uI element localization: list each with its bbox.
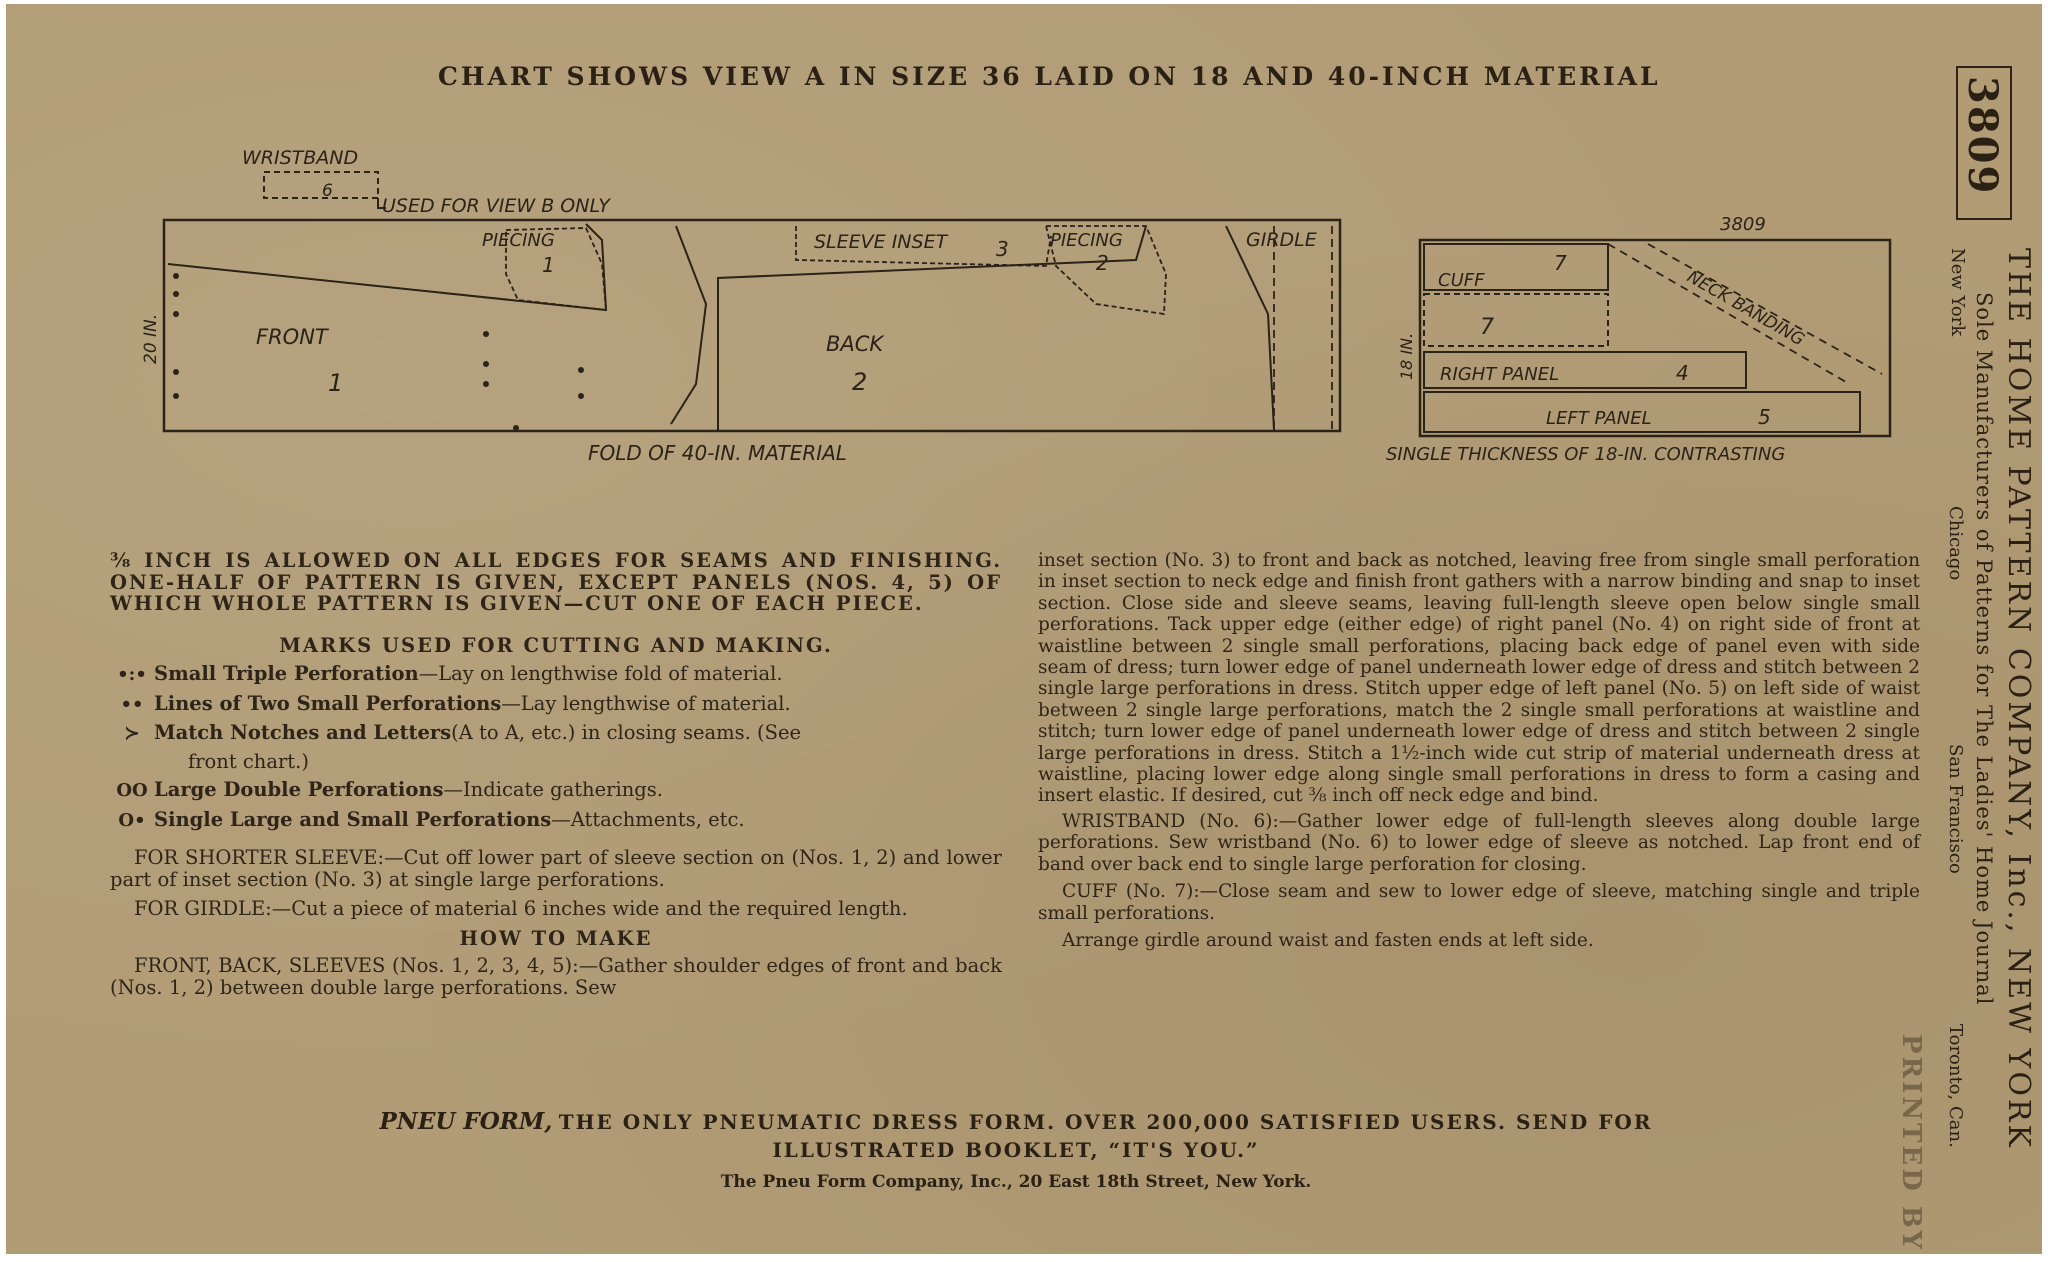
wristband-text: WRISTBAND (No. 6):—Gather lower edge of full-length sleeves along double large perforations. Sew wristband (No. 6) to lower edge of sleeve as notched. Lap front end of band over back end to single large perforation for closing. <box>1038 810 1920 875</box>
right-panel-number: 4 <box>1676 361 1689 385</box>
city-new-york: New York <box>1947 248 1968 337</box>
allowance-text: ⅜ INCH IS ALLOWED ON ALL EDGES FOR SEAMS AND FINISHING. ONE-HALF OF PATTERN IS GIVEN, EXCEPT PANELS (NOS. 4, 5) OF WHICH WHOLE PATTERN IS GIVEN—CUT ONE OF EACH PIECE. <box>110 549 1002 615</box>
city-chicago: Chicago <box>1945 506 1966 581</box>
printed-by-stamp: PRINTED BY <box>1896 1034 1926 1252</box>
continued-text: inset section (No. 3) to front and back as notched, leaving free from single small perforation in inset section to neck edge and finish front gathers with a narrow binding and snap to inset section. Close side and sleeve seams, leaving full-length sleeve open below single small perforations. Tack upper edge (either edge) of right panel (No. 4) on right side of front at waistline between 2 single small perforations, placing back edge of panel even with side seam of dress; turn lower edge of panel underneath lower edge of dress and stitch between 2 single large perforations in dress. Stitch upper edge of left panel (No. 5) on left side of waist between 2 single large perforations, match the 2 single small perforations at waistline and stitch; turn lower edge of panel underneath lower edge of dress and stitch between 2 single large perforations in dress. Stitch a 1½-inch wide cut strip of material underneath dress at waistline, placing lower edge along single small perforations in dress to form a casing and insert elastic. If desired, cut ⅜ inch off neck edge and bind. <box>1038 550 1920 807</box>
piecing-2-number: 2 <box>1096 251 1109 275</box>
piecing-1-number: 1 <box>542 253 555 277</box>
mark-item: OO Large Double Perforations —Indicate gatherings. <box>116 778 663 801</box>
city-san-francisco: San Francisco <box>1945 744 1966 874</box>
marks-continuation: front chart.) <box>188 749 309 773</box>
pneu-form-brand: PNEU FORM, <box>379 1108 553 1135</box>
mark-item: •:• Small Triple Perforation —Lay on lengthwise fold of material. <box>117 662 783 685</box>
wristband-number: 6 <box>322 181 333 201</box>
cuff-piece-bottom <box>1424 294 1608 346</box>
marks-list <box>110 663 1002 831</box>
back-number: 2 <box>852 368 868 396</box>
right-panel-label: RIGHT PANEL <box>1440 364 1560 385</box>
footer-address: The Pneu Form Company, Inc., 20 East 18th Street, New York. <box>720 1172 1312 1192</box>
piecing-1-label: PIECING <box>482 230 555 251</box>
front-side-seam <box>671 226 706 424</box>
cuff-label: CUFF <box>1438 270 1485 291</box>
marks-heading: MARKS USED FOR CUTTING AND MAKING. <box>279 633 833 657</box>
back-edge <box>718 226 1146 430</box>
mark-item: •• Lines of Two Small Perforations —Lay lengthwise of material. <box>120 691 791 715</box>
sleeve-inset-label: SLEEVE INSET <box>814 231 948 253</box>
girdle-text: FOR GIRDLE:—Cut a piece of material 6 inches wide and the required length. <box>134 897 908 920</box>
left-panel-label: LEFT PANEL <box>1546 408 1652 429</box>
back-label: BACK <box>826 332 884 356</box>
wristband-note: USED FOR VIEW B ONLY <box>382 195 610 217</box>
back-side-seam <box>1226 226 1274 430</box>
front-number: 1 <box>328 369 344 397</box>
shorter-sleeve-text: FOR SHORTER SLEEVE:—Cut off lower part of sleeve section on (Nos. 1, 2) and lower part of inset section (No. 3) at single large perforations. <box>110 846 1002 891</box>
final-text: Arrange girdle around waist and fasten ends at left side. <box>1062 929 1594 951</box>
left-panel-number: 5 <box>1758 405 1771 429</box>
sleeve-inset-number: 3 <box>996 237 1009 261</box>
wristband-label: WRISTBAND <box>242 147 359 169</box>
mark-item: O• Single Large and Small Perforations —Attachments, etc. <box>118 807 745 831</box>
width-label-right: 18 IN. <box>1397 332 1416 380</box>
mark-item: ≻ Match Notches and Letters (A to A, etc.) in closing seams. (See <box>124 721 802 744</box>
cuff-number-top: 7 <box>1554 251 1567 275</box>
material-outline <box>164 220 1340 431</box>
how-to-make-heading: HOW TO MAKE <box>459 926 653 950</box>
fold-label-40in: FOLD OF 40-IN. MATERIAL <box>588 441 847 465</box>
footer-line-1: THE ONLY PNEUMATIC DRESS FORM. OVER 200,000 SATISFIED USERS. SEND FOR <box>558 1110 1653 1134</box>
pattern-number: 3809 <box>1959 76 2006 196</box>
instructions-right-column <box>1038 550 1920 951</box>
front-back-sleeves-text: FRONT, BACK, SLEEVES (Nos. 1, 2, 3, 4, 5):—Gather shoulder edges of front and back (Nos. 1, 2) between double large perforations. Sew <box>110 954 1002 999</box>
chart-right-number: 3809 <box>1720 214 1766 235</box>
company-name: THE HOME PATTERN COMPANY, Inc., NEW YORK <box>2001 248 2036 1150</box>
single-thickness-label: SINGLE THICKNESS OF 18-IN. CONTRASTING <box>1386 444 1786 465</box>
footer-ad <box>106 1108 1926 1196</box>
cuff-text: CUFF (No. 7):—Close seam and sew to lower edge of sleeve, matching single and triple small perforations. <box>1038 881 1920 924</box>
instructions-left-column <box>110 550 1002 998</box>
city-toronto: Toronto, Can. <box>1945 1024 1966 1148</box>
width-label-left: 20 IN. <box>141 313 161 364</box>
company-tagline: Sole Manufacturers of Patterns for The Ladies' Home Journal <box>1972 292 1996 1006</box>
chart-title: CHART SHOWS VIEW A IN SIZE 36 LAID ON 18 AND 40-INCH MATERIAL <box>438 62 1661 91</box>
pattern-envelope-back <box>6 4 2042 1254</box>
girdle-label: GIRDLE <box>1246 229 1317 251</box>
cutting-chart-40in <box>6 4 1366 474</box>
piecing-2-label: PIECING <box>1050 230 1123 251</box>
footer-line-2: ILLUSTRATED BOOKLET, “IT'S YOU.” <box>772 1138 1260 1162</box>
cuff-number-bottom: 7 <box>1480 315 1494 340</box>
front-label: FRONT <box>256 325 328 349</box>
neck-banding-label: NECK BANDING <box>1683 267 1808 351</box>
cutting-chart-18in <box>1386 204 1906 474</box>
wristband-piece <box>264 172 378 198</box>
